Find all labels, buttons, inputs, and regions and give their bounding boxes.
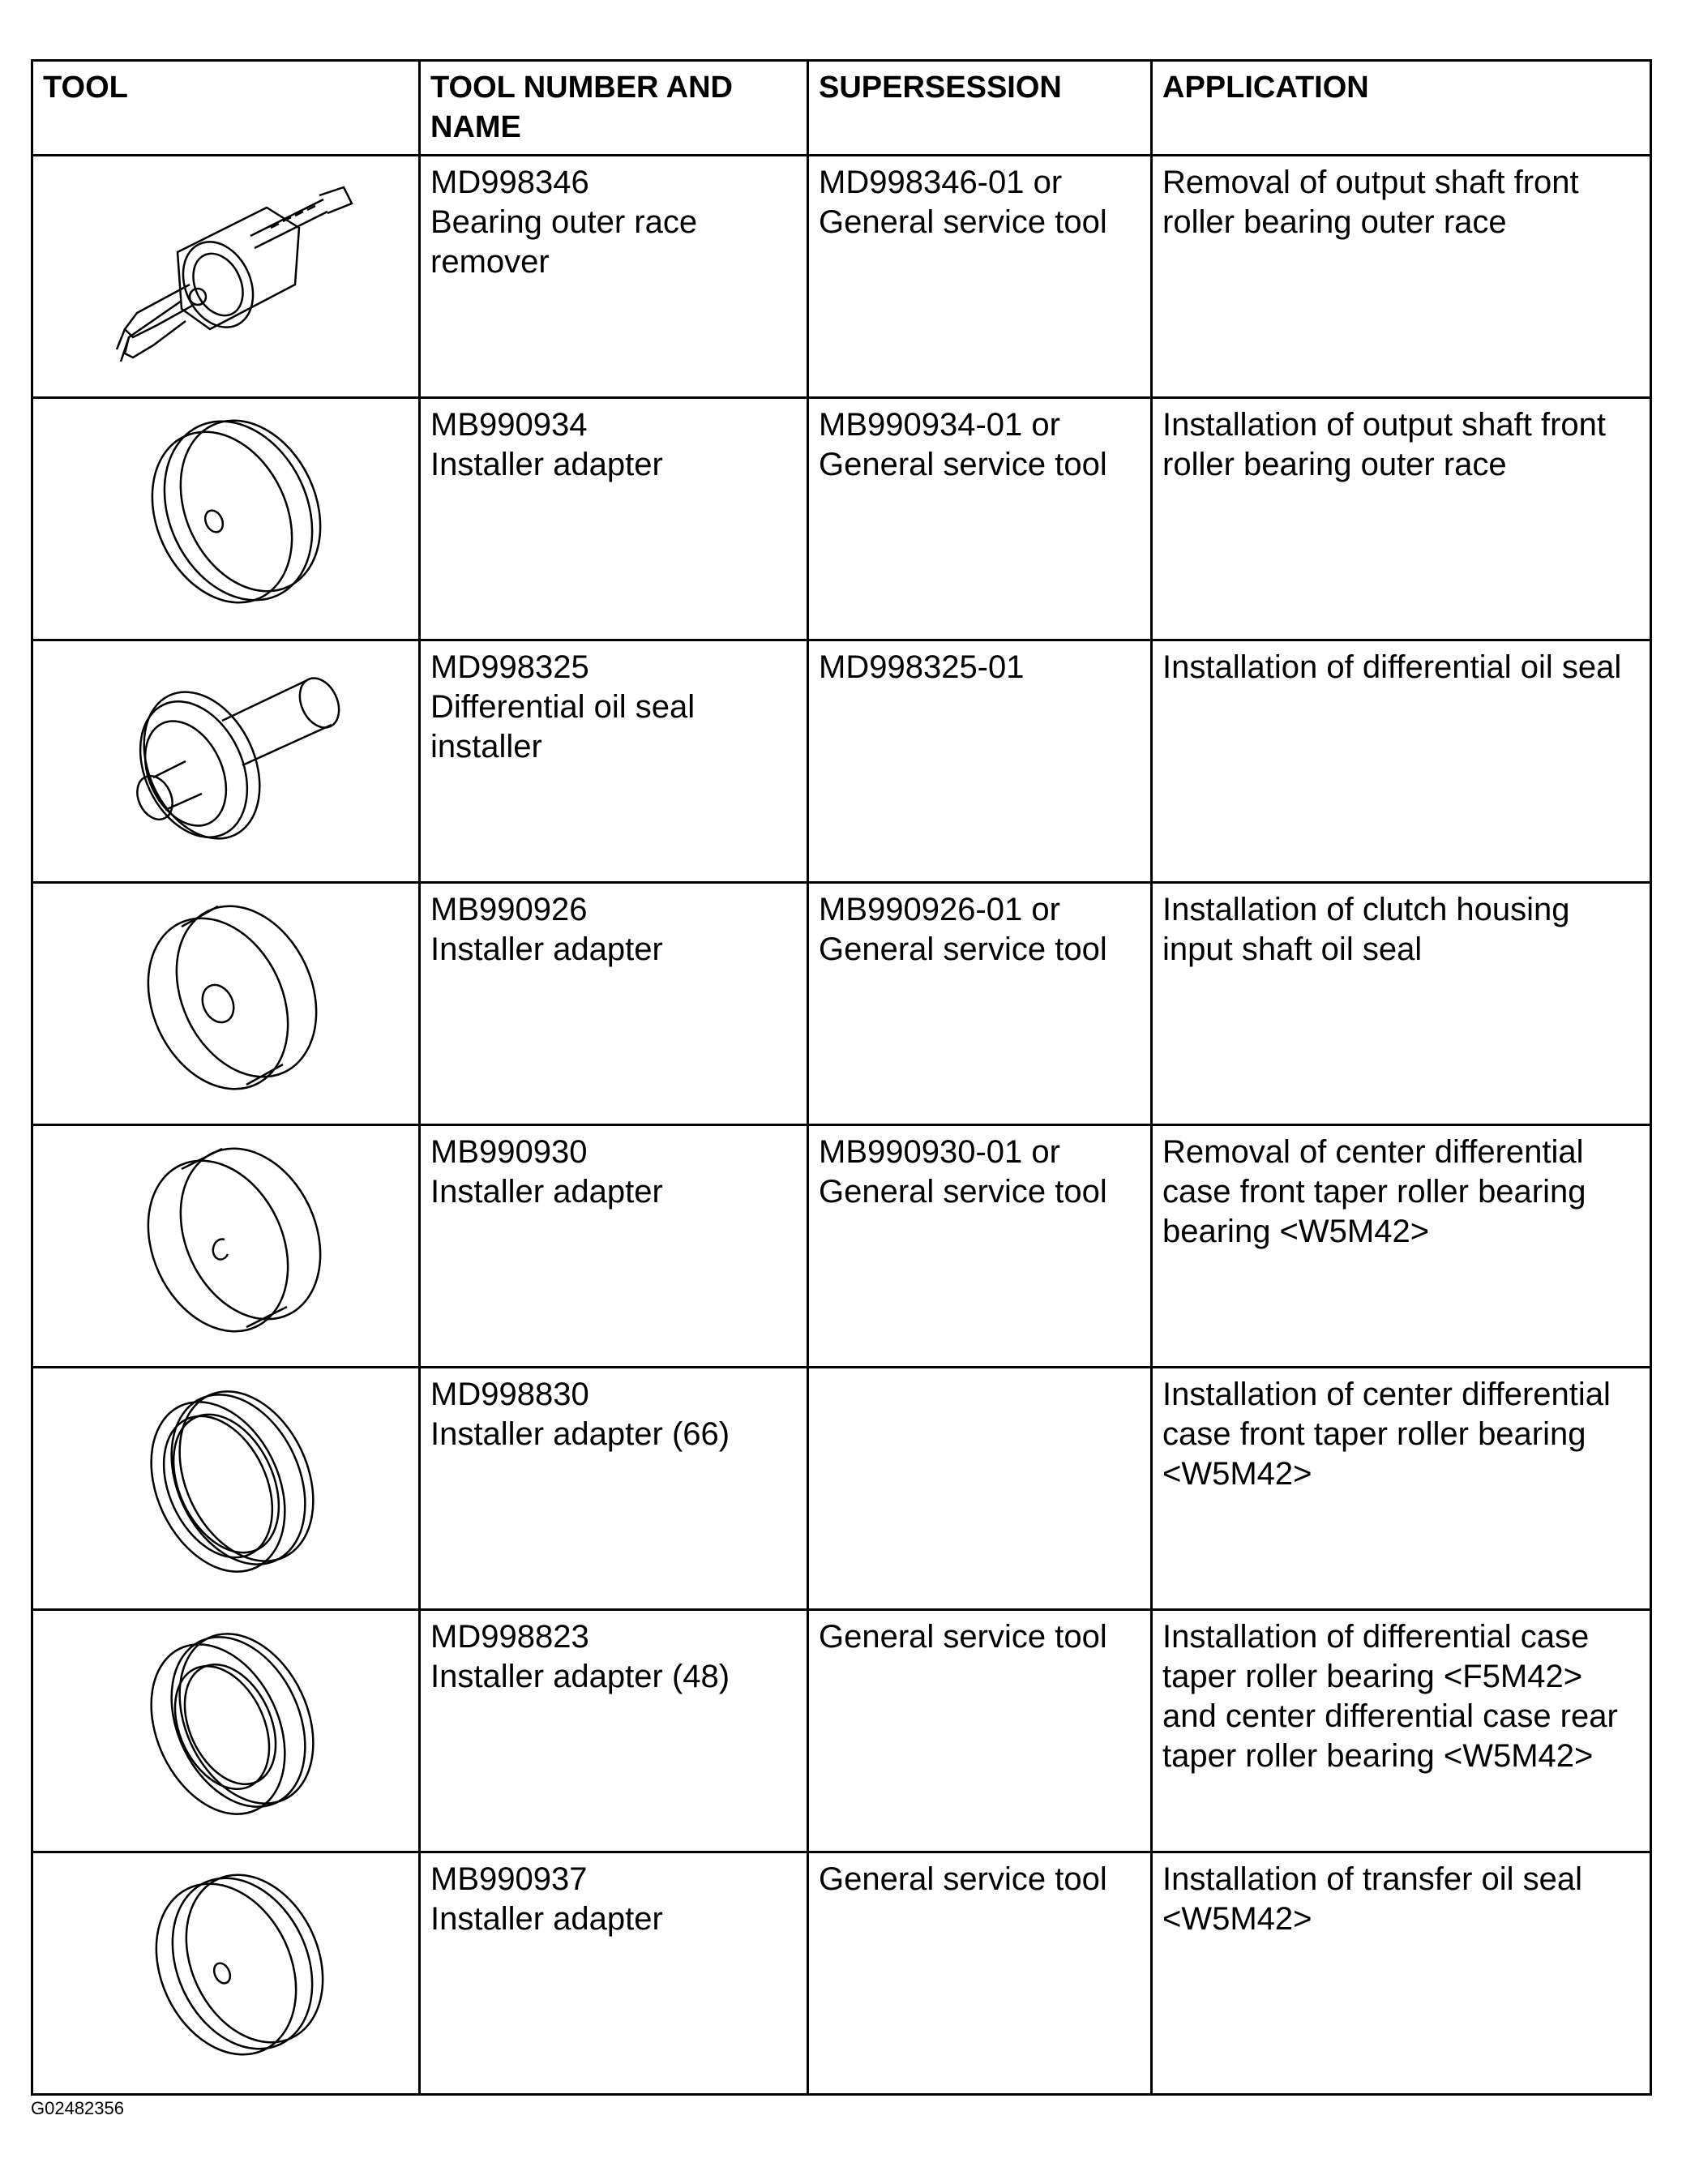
tool-number: MB990934 [430, 407, 588, 443]
application-cell: Installation of transfer oil seal <W5M42> [1152, 1852, 1651, 2095]
header-row [32, 61, 1651, 156]
ring-adapter-icon [105, 1375, 348, 1586]
tool-number-name-cell [420, 1852, 808, 2095]
header-tool-number-name: TOOL NUMBER AND NAME [420, 61, 808, 156]
tool-name: Installer adapter (48) [430, 1659, 730, 1694]
application-cell: Installation of clutch housing input shaft oil seal [1152, 883, 1651, 1125]
table-row [32, 883, 1651, 1125]
table-row [32, 640, 1651, 883]
tool-number-name-cell [420, 1125, 808, 1368]
supersession-cell: MB990934-01 or General service tool [808, 398, 1152, 640]
tool-name: Bearing outer race remover [430, 204, 698, 280]
table-row [32, 398, 1651, 640]
figure-id: G02482356 [31, 2098, 124, 2118]
header-application: APPLICATION [1152, 61, 1651, 156]
table-row [32, 1852, 1651, 2095]
tool-number-name-cell [420, 1368, 808, 1610]
header-tool: TOOL [32, 61, 420, 156]
tool-image-cell [32, 156, 420, 398]
supersession-cell [808, 1368, 1152, 1610]
bearing-outer-race-remover-icon [80, 163, 372, 374]
tool-number: MB990926 [430, 892, 588, 927]
supersession-cell: General service tool [808, 1610, 1152, 1852]
supersession-cell: MB990926-01 or General service tool [808, 883, 1152, 1125]
table-row [32, 156, 1651, 398]
tool-name: Installer adapter [430, 447, 663, 482]
tool-number: MD998325 [430, 649, 589, 685]
tool-image-cell [32, 398, 420, 640]
tool-name: Installer adapter [430, 1174, 663, 1210]
tool-number: MD998830 [430, 1377, 589, 1412]
tool-name: Installer adapter [430, 1901, 663, 1937]
tool-number-name-cell [420, 1610, 808, 1852]
installer-adapter-icon [105, 890, 348, 1101]
installer-adapter-icon [105, 1133, 348, 1343]
table-row [32, 1125, 1651, 1368]
tool-image-cell [32, 640, 420, 883]
application-cell: Installation of center differential case front taper roller bearing <W5M42> [1152, 1368, 1651, 1610]
special-tools-table [31, 59, 1652, 2096]
tool-number: MD998346 [430, 165, 589, 200]
application-cell: Installation of differential case taper roller bearing <F5M42> and center differential case rear taper roller bearing <W5M42> [1152, 1610, 1651, 1852]
tool-image-cell [32, 1610, 420, 1852]
application-cell: Removal of output shaft front roller bearing outer race [1152, 156, 1651, 398]
supersession-cell: MB990930-01 or General service tool [808, 1125, 1152, 1368]
tool-image-cell [32, 883, 420, 1125]
ring-adapter-icon [105, 1617, 348, 1828]
supersession-cell: MD998325-01 [808, 640, 1152, 883]
table-row [32, 1610, 1651, 1852]
tool-image-cell [32, 1852, 420, 2095]
tool-name: Installer adapter [430, 931, 663, 967]
tool-number-name-cell [420, 398, 808, 640]
installer-adapter-icon [105, 1860, 348, 2071]
supersession-cell: MD998346-01 or General service tool [808, 156, 1152, 398]
tool-number: MD998823 [430, 1619, 589, 1655]
tool-number-name-cell [420, 883, 808, 1125]
tool-number: MB990930 [430, 1134, 588, 1170]
application-cell: Installation of output shaft front roller bearing outer race [1152, 398, 1651, 640]
supersession-cell: General service tool [808, 1852, 1152, 2095]
tool-number-name-cell [420, 156, 808, 398]
tool-name: Differential oil seal installer [430, 689, 695, 764]
tool-number: MB990937 [430, 1861, 588, 1897]
application-cell: Removal of center differential case front taper roller bearing bearing <W5M42> [1152, 1125, 1651, 1368]
header-supersession: SUPERSESSION [808, 61, 1152, 156]
installer-adapter-icon [105, 405, 348, 616]
oil-seal-installer-icon [88, 648, 364, 859]
tool-name: Installer adapter (66) [430, 1416, 730, 1452]
tool-image-cell [32, 1125, 420, 1368]
tool-number-name-cell [420, 640, 808, 883]
table-row [32, 1368, 1651, 1610]
tool-image-cell [32, 1368, 420, 1610]
application-cell: Installation of differential oil seal [1152, 640, 1651, 883]
